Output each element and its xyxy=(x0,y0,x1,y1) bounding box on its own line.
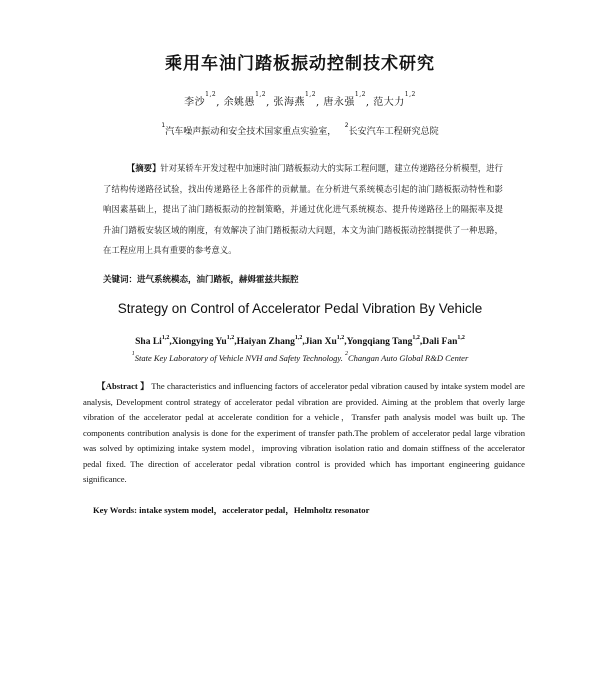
author-affil-mark: 1,2 xyxy=(354,91,366,98)
author-name: Xiongying Yu xyxy=(171,337,227,347)
author-name: 李沙 xyxy=(184,97,206,108)
author-affil-mark: 1,2 xyxy=(161,335,170,341)
chinese-affiliations xyxy=(0,124,600,137)
keywords-text: 进气系统模态，油门踏板，赫姆霍兹共振腔 xyxy=(137,275,299,285)
affiliation-text: Changan Auto Global R&D Center xyxy=(348,353,469,363)
author-name: Dali Fan xyxy=(422,337,458,347)
author-affil-mark: 1,2 xyxy=(226,335,235,341)
abstract-label: 【摘要】 xyxy=(127,163,161,173)
chinese-authors: 李沙$^{1,2}$, 余姚愚$^{1,2}$, 张海燕$^{1,2}$, 唐永强$^{1,2}$, 范大力$^{1,2}$ xyxy=(184,91,416,108)
affiliation-text: State Key Laboratory of Vehicle NVH and Safety Technology. xyxy=(134,353,343,363)
affil-mark: 2 xyxy=(345,351,348,357)
author-affil-mark: 1,2 xyxy=(294,335,303,341)
english-authors: Sha Li$^{1,2}$,Xiongying Yu$^{1,2}$,Haiyan Zhang$^{1,2}$,Jian Xu$^{1,2}$,Yongqiang Tang$^{1,2}$,Dali Fan$^{1,2}$ xyxy=(135,335,465,347)
author-name: 余姚愚 xyxy=(223,97,256,108)
keywords-label: Key Words: xyxy=(93,505,138,515)
author-name: Sha Li xyxy=(135,337,162,347)
affil-mark: 1 xyxy=(161,122,166,129)
keywords-text: intake system model，accelerator pedal，Helmholtz resonator xyxy=(139,505,370,515)
affiliation-text: 长安汽车工程研究总院 xyxy=(348,127,439,137)
abstract-text: The characteristics and influencing factors of accelerator pedal vibration caused by intake system model are analysis, Development control strategy of accelerator pedal vibration are provided. Aiming at the problem that overly large vibration of the accelerator pedal at accelerate condition for a vehicle，Transfer path analysis model was built up. The components contribution analysis is done for the experiment of transfer path.The problem of accelerator pedal large vibration was solved by optimizing intake system model，improving vibration isolation ratio and domain stiffness of the accelerator pedal fixed. The direction of accelerator pedal vibration control is provided which has important engineering guidance significance. xyxy=(83,381,525,484)
affiliation-text: 汽车噪声振动和安全技术国家重点实验室， xyxy=(165,127,337,137)
author-affil-mark: 1,2 xyxy=(404,91,416,98)
abstract-label: 【Abstract 】 xyxy=(97,381,149,391)
author-name: Jian Xu xyxy=(304,337,337,347)
chinese-abstract xyxy=(103,158,503,261)
english-affiliations xyxy=(0,353,600,363)
author-affil-mark: 1,2 xyxy=(255,91,267,98)
author-name: Yongqiang Tang xyxy=(346,337,413,347)
affil-mark: 2 xyxy=(344,122,349,129)
author-affil-mark: 1,2 xyxy=(336,335,345,341)
affil-mark: 1 xyxy=(131,351,135,357)
author-affil-mark: 1,2 xyxy=(457,335,465,341)
author-name: Haiyan Zhang xyxy=(236,337,295,347)
author-name: 唐永强 xyxy=(323,97,355,108)
author-name: 范大力 xyxy=(373,97,405,108)
keywords-label: 关键词： xyxy=(103,275,138,285)
abstract-text: 针对某轿车开发过程中加速时油门踏板振动大的实际工程问题，建立传递路径分析模型，进行了结构传递路径试验，找出传递路径上各部件的贡献量。在分析进气系统模态引起的油门踏板振动特性和影响因素基础上，提出了油门踏板振动的控制策略，并通过优化进气系统模态、提升传递路径上的隔振率及提升油门踏板安装区域的刚度，有效解决了油门踏板振动大问题，本文为油门踏板振动控制提供了一种思路，在工程应用上具有重要的参考意义。 xyxy=(103,163,503,255)
english-title: Strategy on Control of Accelerator Pedal Vibration By Vehicle xyxy=(117,301,483,316)
author-name: 张海燕 xyxy=(273,97,305,108)
english-abstract xyxy=(83,379,525,488)
author-affil-mark: 1,2 xyxy=(412,335,420,341)
english-keywords xyxy=(93,504,369,516)
chinese-title: 乘用车油门踏板振动控制技术研究 xyxy=(165,54,435,74)
author-affil-mark: 1,2 xyxy=(304,91,317,98)
author-affil-mark: 1,2 xyxy=(205,91,217,98)
chinese-keywords xyxy=(103,273,299,285)
